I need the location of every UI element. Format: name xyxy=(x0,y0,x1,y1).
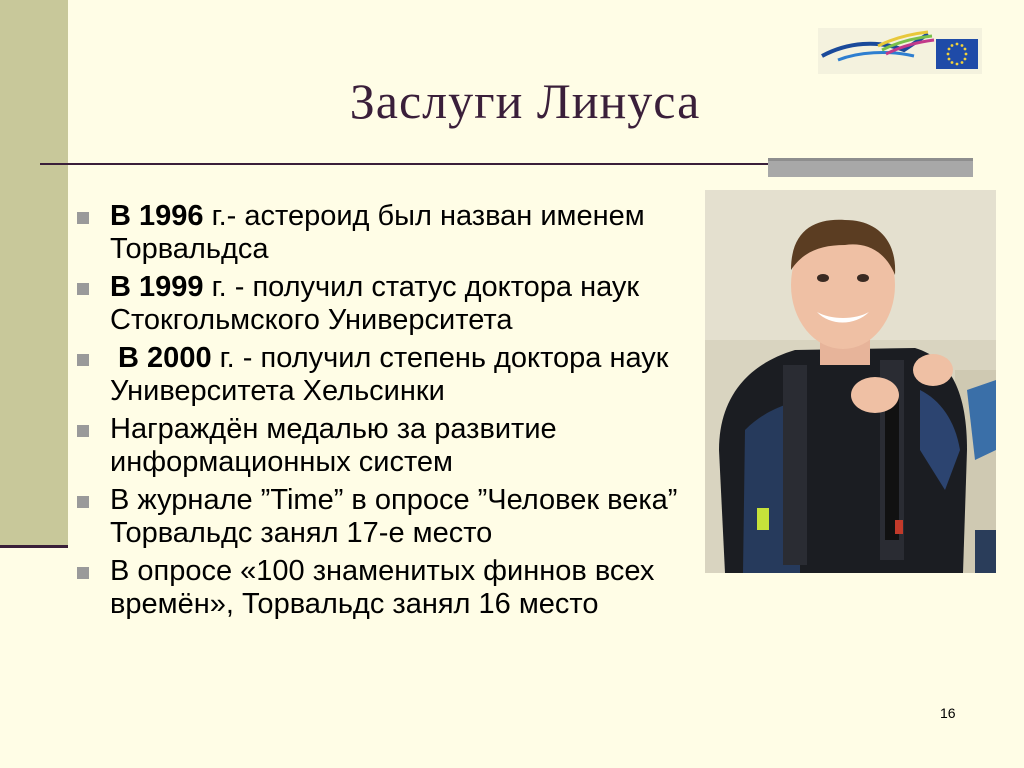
bullet-text: В журнале ”Time” в опросе ”Человек века” Торвальдс занял 17-е место xyxy=(110,484,678,549)
bullet-item xyxy=(72,200,712,266)
bullet-item xyxy=(72,413,712,479)
square-bullet-icon xyxy=(77,425,89,437)
square-bullet-icon xyxy=(77,283,89,295)
left-decor-line xyxy=(0,545,68,548)
square-bullet-icon xyxy=(77,567,89,579)
bullet-item xyxy=(72,555,712,621)
square-bullet-icon xyxy=(77,496,89,508)
bullet-text: г.- астероид был назван именем Торвальдса xyxy=(110,200,645,265)
bullet-text: В опросе «100 знаменитых финнов всех времён», Торвальдс занял 16 место xyxy=(110,555,655,620)
bullet-list xyxy=(72,200,712,626)
person-photo xyxy=(705,190,996,573)
bullet-bold-text: В 1999 xyxy=(110,271,204,303)
square-bullet-icon xyxy=(77,212,89,224)
slide-title: Заслуги Линуса xyxy=(349,73,701,129)
eu-flag-logo-icon xyxy=(818,28,982,74)
bullet-text: Награждён медалью за развитие информационных систем xyxy=(110,413,557,478)
bullet-item xyxy=(72,342,712,408)
bullet-text: г. - получил статус доктора наук Стокгольмского Университета xyxy=(110,271,640,336)
bullet-item xyxy=(72,484,712,550)
bullet-text: г. - получил степень доктора наук Университета Хельсинки xyxy=(110,342,669,407)
title-divider-accent-edge xyxy=(768,158,973,161)
page-number: 16 xyxy=(940,705,956,721)
square-bullet-icon xyxy=(77,354,89,366)
bullet-bold-text: В 1996 xyxy=(110,200,204,232)
bullet-item xyxy=(72,271,712,337)
bullet-bold-text: В 2000 xyxy=(110,342,212,374)
